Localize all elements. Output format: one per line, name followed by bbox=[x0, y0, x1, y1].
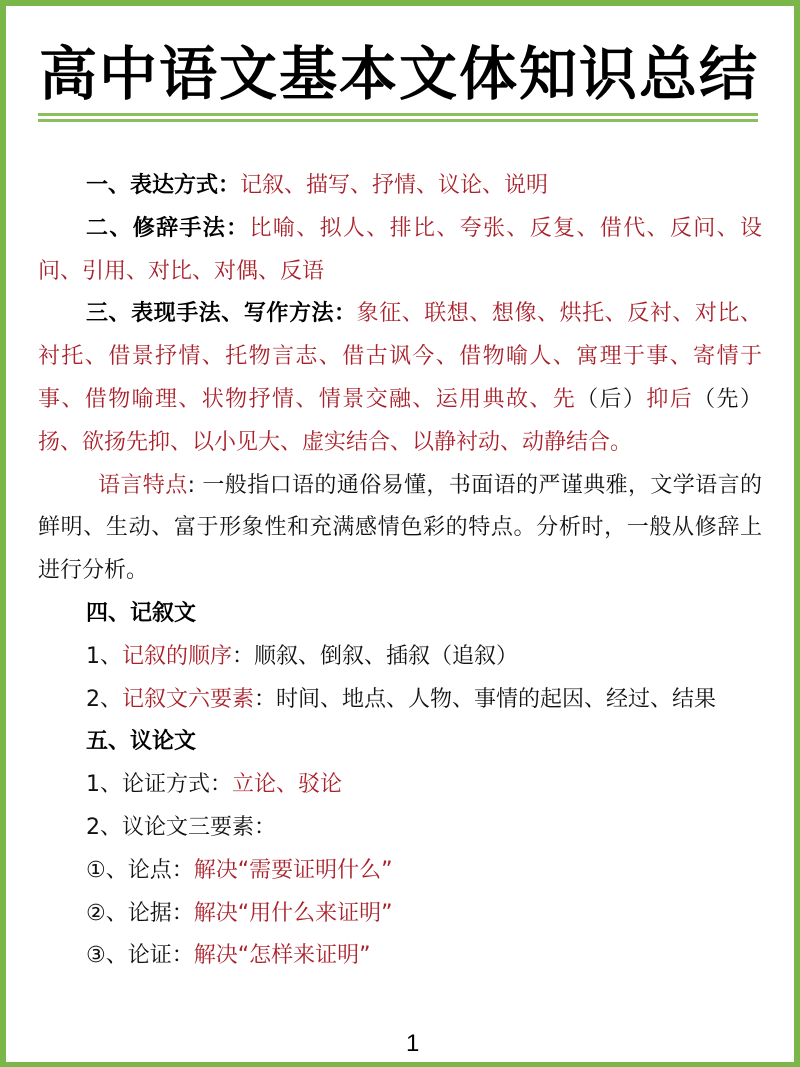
title-underline-bottom bbox=[38, 119, 758, 122]
document-body bbox=[38, 165, 762, 978]
section-heading: 三、表现手法、写作方法： bbox=[86, 301, 357, 327]
narrative-item-order bbox=[38, 636, 762, 679]
section-rhetoric bbox=[38, 208, 762, 294]
item-text: ：顺叙、倒叙、插叙（追叙） bbox=[232, 643, 519, 669]
element-value: 解决“需要证明什么” bbox=[193, 857, 393, 883]
section-items: 扬、欲扬先抑、以小见大、虚实结合、以静衬动、动静结合。 bbox=[38, 429, 633, 455]
element-label: ③、论证： bbox=[86, 943, 194, 969]
element-value: 解决“用什么来证明” bbox=[193, 900, 393, 926]
section-items: 象征、联想、想像、烘托、反衬、对比、衬托、借景抒情、托物言志、借古讽今、借物喻人、寓理于事、寄情于事、借物喻理、状物抒情、情景交融、运用典故、先 bbox=[38, 301, 762, 412]
argument-item-elements bbox=[38, 807, 762, 850]
argument-item-methods bbox=[38, 764, 762, 807]
page-title: 高中语文基本文体知识总结 bbox=[38, 40, 759, 108]
section-heading: 五、议论文 bbox=[86, 729, 197, 755]
section-narrative-heading bbox=[38, 593, 762, 636]
language-features bbox=[38, 465, 762, 593]
page-number: 1 bbox=[406, 1030, 420, 1057]
language-text: : 一般指口语的通俗易懂，书面语的严谨典雅，文学语言的鲜明、生动、富于形象性和充满感情色彩的特点。分析时，一般从修辞上进行分析。 bbox=[38, 472, 762, 584]
item-text: ：时间、地点、人物、事情的起因、经过、结果 bbox=[254, 686, 717, 712]
paren-text: （后） bbox=[576, 386, 647, 412]
item-value: 立论、驳论 bbox=[232, 772, 343, 798]
item-label: 记叙文六要素 bbox=[122, 686, 255, 712]
argument-element-thesis bbox=[38, 850, 762, 893]
item-number: 1、 bbox=[86, 643, 122, 669]
section-heading: 四、记叙文 bbox=[86, 600, 197, 626]
element-label: ①、论点： bbox=[86, 857, 194, 883]
section-items: 比喻、拟人、排比、夸张、反复、借代、反问、设问、引用、对比、对偶、反语 bbox=[38, 215, 762, 284]
item-label: 记叙的顺序 bbox=[122, 643, 233, 669]
narrative-item-elements bbox=[38, 679, 762, 722]
item-number: 2、 bbox=[86, 686, 122, 712]
section-heading: 二、修辞手法： bbox=[86, 215, 250, 241]
element-value: 解决“怎样来证明” bbox=[193, 943, 371, 969]
argument-element-evidence bbox=[38, 893, 762, 936]
section-items: 抑后 bbox=[646, 386, 694, 412]
title-underline-top bbox=[38, 113, 758, 116]
paren-text: （先） bbox=[693, 386, 762, 412]
section-argument-heading bbox=[38, 721, 762, 764]
section-heading: 一、表达方式： bbox=[86, 173, 241, 198]
argument-element-reasoning bbox=[38, 935, 762, 978]
section-expression-methods bbox=[38, 165, 762, 208]
element-label: ②、论据： bbox=[86, 900, 194, 926]
language-label: 语言特点 bbox=[98, 472, 188, 498]
section-techniques bbox=[38, 293, 762, 464]
item-text: 2、议论文三要素： bbox=[86, 814, 276, 840]
item-label: 1、论证方式： bbox=[86, 772, 232, 798]
section-items: 记叙、描写、抒情、议论、说明 bbox=[240, 173, 549, 198]
